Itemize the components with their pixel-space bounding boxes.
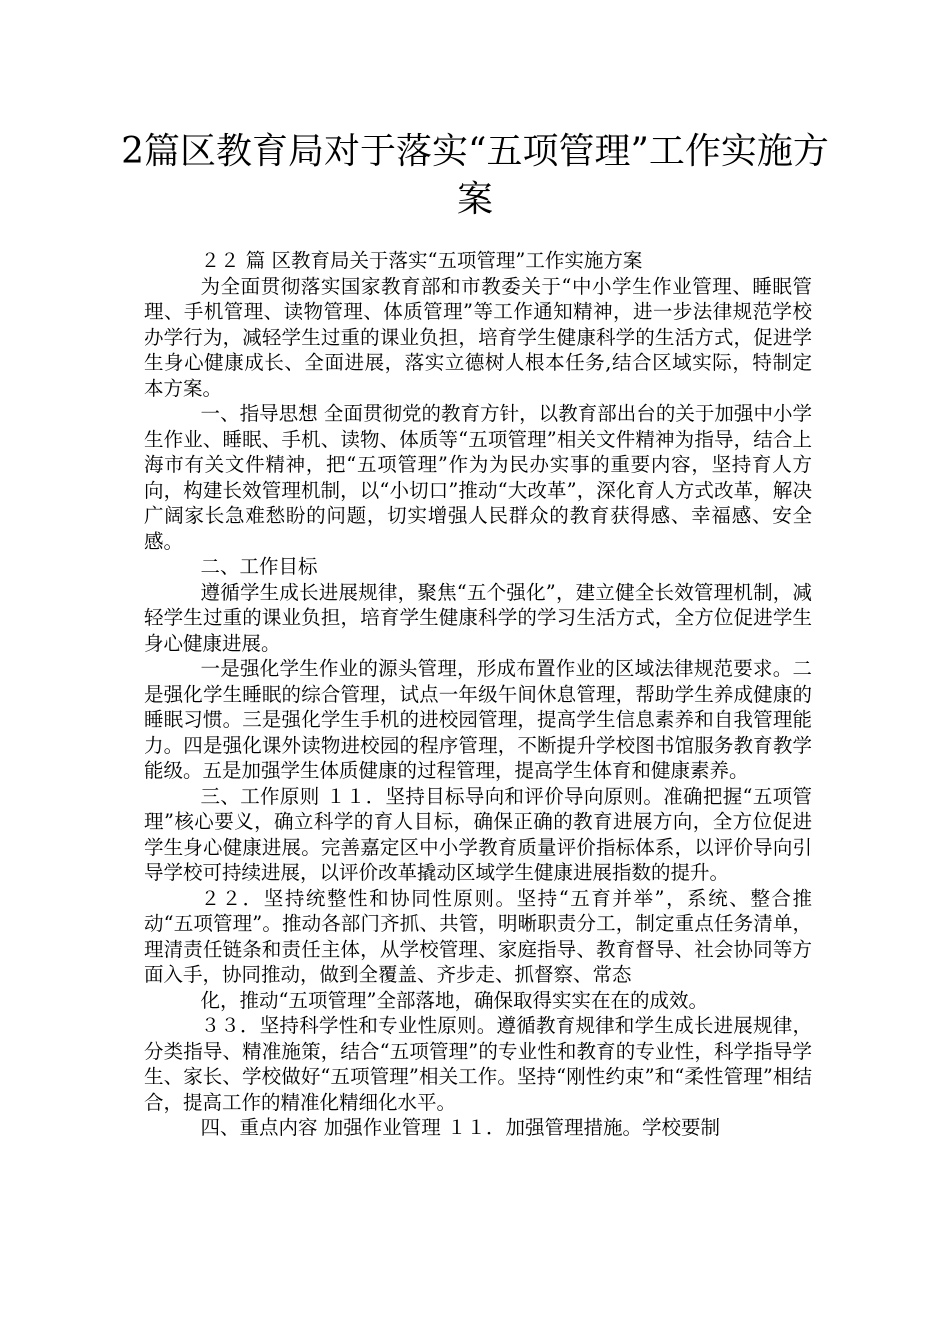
paragraph-guiding-ideology: 一、指导思想 全面贯彻党的教育方针，以教育部出台的关于加强中小学生作业、睡眠、手机、读物、体质等“五项管理”相关文件精神为指导，结合上海市有关文件精神，把“五项管理”作为为民办实事的重要内容，坚持育人方向，构建长效管理机制，以“小切口”推动“大改革”，深化育人方式改革，解决广阔家长急难愁盼的问题，切实增强人民群众的教育获得感、幸福感、安全感。 bbox=[144, 402, 812, 553]
paragraph-five-strengthenings: 一是强化学生作业的源头管理，形成布置作业的区域法律规范要求。二是强化学生睡眠的综合管理，试点一年级午间休息管理，帮助学生养成健康的睡眠习惯。三是强化学生手机的进校园管理，提高学生信息素养和自我管理能力。四是强化课外读物进校园的程序管理，不断提升学校图书馆服务教育教学能级。五是加强学生体质健康的过程管理，提高学生体育和健康素养。 bbox=[144, 657, 812, 782]
paragraph-intro: 为全面贯彻落实国家教育部和市教委关于“中小学生作业管理、睡眠管理、手机管理、读物管理、体质管理”等工作通知精神，进一步法律规范学校办学行为，减轻学生过重的课业负担，培育学生健康科学的生活方式，促进学生身心健康成长、全面进展，落实立德树人根本任务,结合区域实际，特制定本方案。 bbox=[144, 274, 812, 400]
paragraph-section-goals-heading: 二、工作目标 bbox=[200, 555, 318, 578]
paragraph-principle-2-cont: 化，推动“五项管理”全部落地，确保取得实实在在的成效。 bbox=[200, 988, 708, 1012]
paragraph-principle-2: ２２．坚持统整性和协同性原则。坚持“五育并举”，系统、整合推动“五项管理”。推动各部门齐抓、共管，明晰职责分工，制定重点任务清单，理清责任链条和责任主体，从学校管理、家庭指导、教育督导、社会协同等方面入手，协同推动，做到全覆盖、齐步走、抓督察、常态 bbox=[144, 886, 812, 986]
paragraph-goals: 遵循学生成长进展规律，聚焦“五个强化”，建立健全长效管理机制，减轻学生过重的课业负担，培育学生健康科学的学习生活方式，全方位促进学生身心健康进展。 bbox=[144, 580, 812, 655]
paragraph-key-content: 四、重点内容 加强作业管理 １１．加强管理措施。学校要制 bbox=[200, 1116, 720, 1139]
document-title: 2篇区教育局对于落实“五项管理”工作实施方案 bbox=[121, 131, 829, 220]
paragraph-principle-1: 三、工作原则 １１．坚持目标导向和评价导向原则。准确把握“五项管理”核心要义，确立科学的育人目标，确保正确的教育进展方向，全方位促进学生身心健康进展。完善嘉定区中小学教育质量评价指标体系，以评价导向引导学校可持续进展，以评价改革撬动区域学生健康进展指数的提升。 bbox=[144, 784, 812, 884]
document-body bbox=[144, 248, 812, 1141]
paragraph-heading: ２２ 篇 区教育局关于落实“五项管理”工作实施方案 bbox=[200, 249, 643, 272]
paragraph-principle-3: ３３．坚持科学性和专业性原则。遵循教育规律和学生成长进展规律，分类指导、精准施策，结合“五项管理”的专业性和教育的专业性，科学指导学生、家长、学校做好“五项管理”相关工作。坚持“刚性约束”和“柔性管理”相结合，提高工作的精准化精细化水平。 bbox=[144, 1014, 812, 1114]
